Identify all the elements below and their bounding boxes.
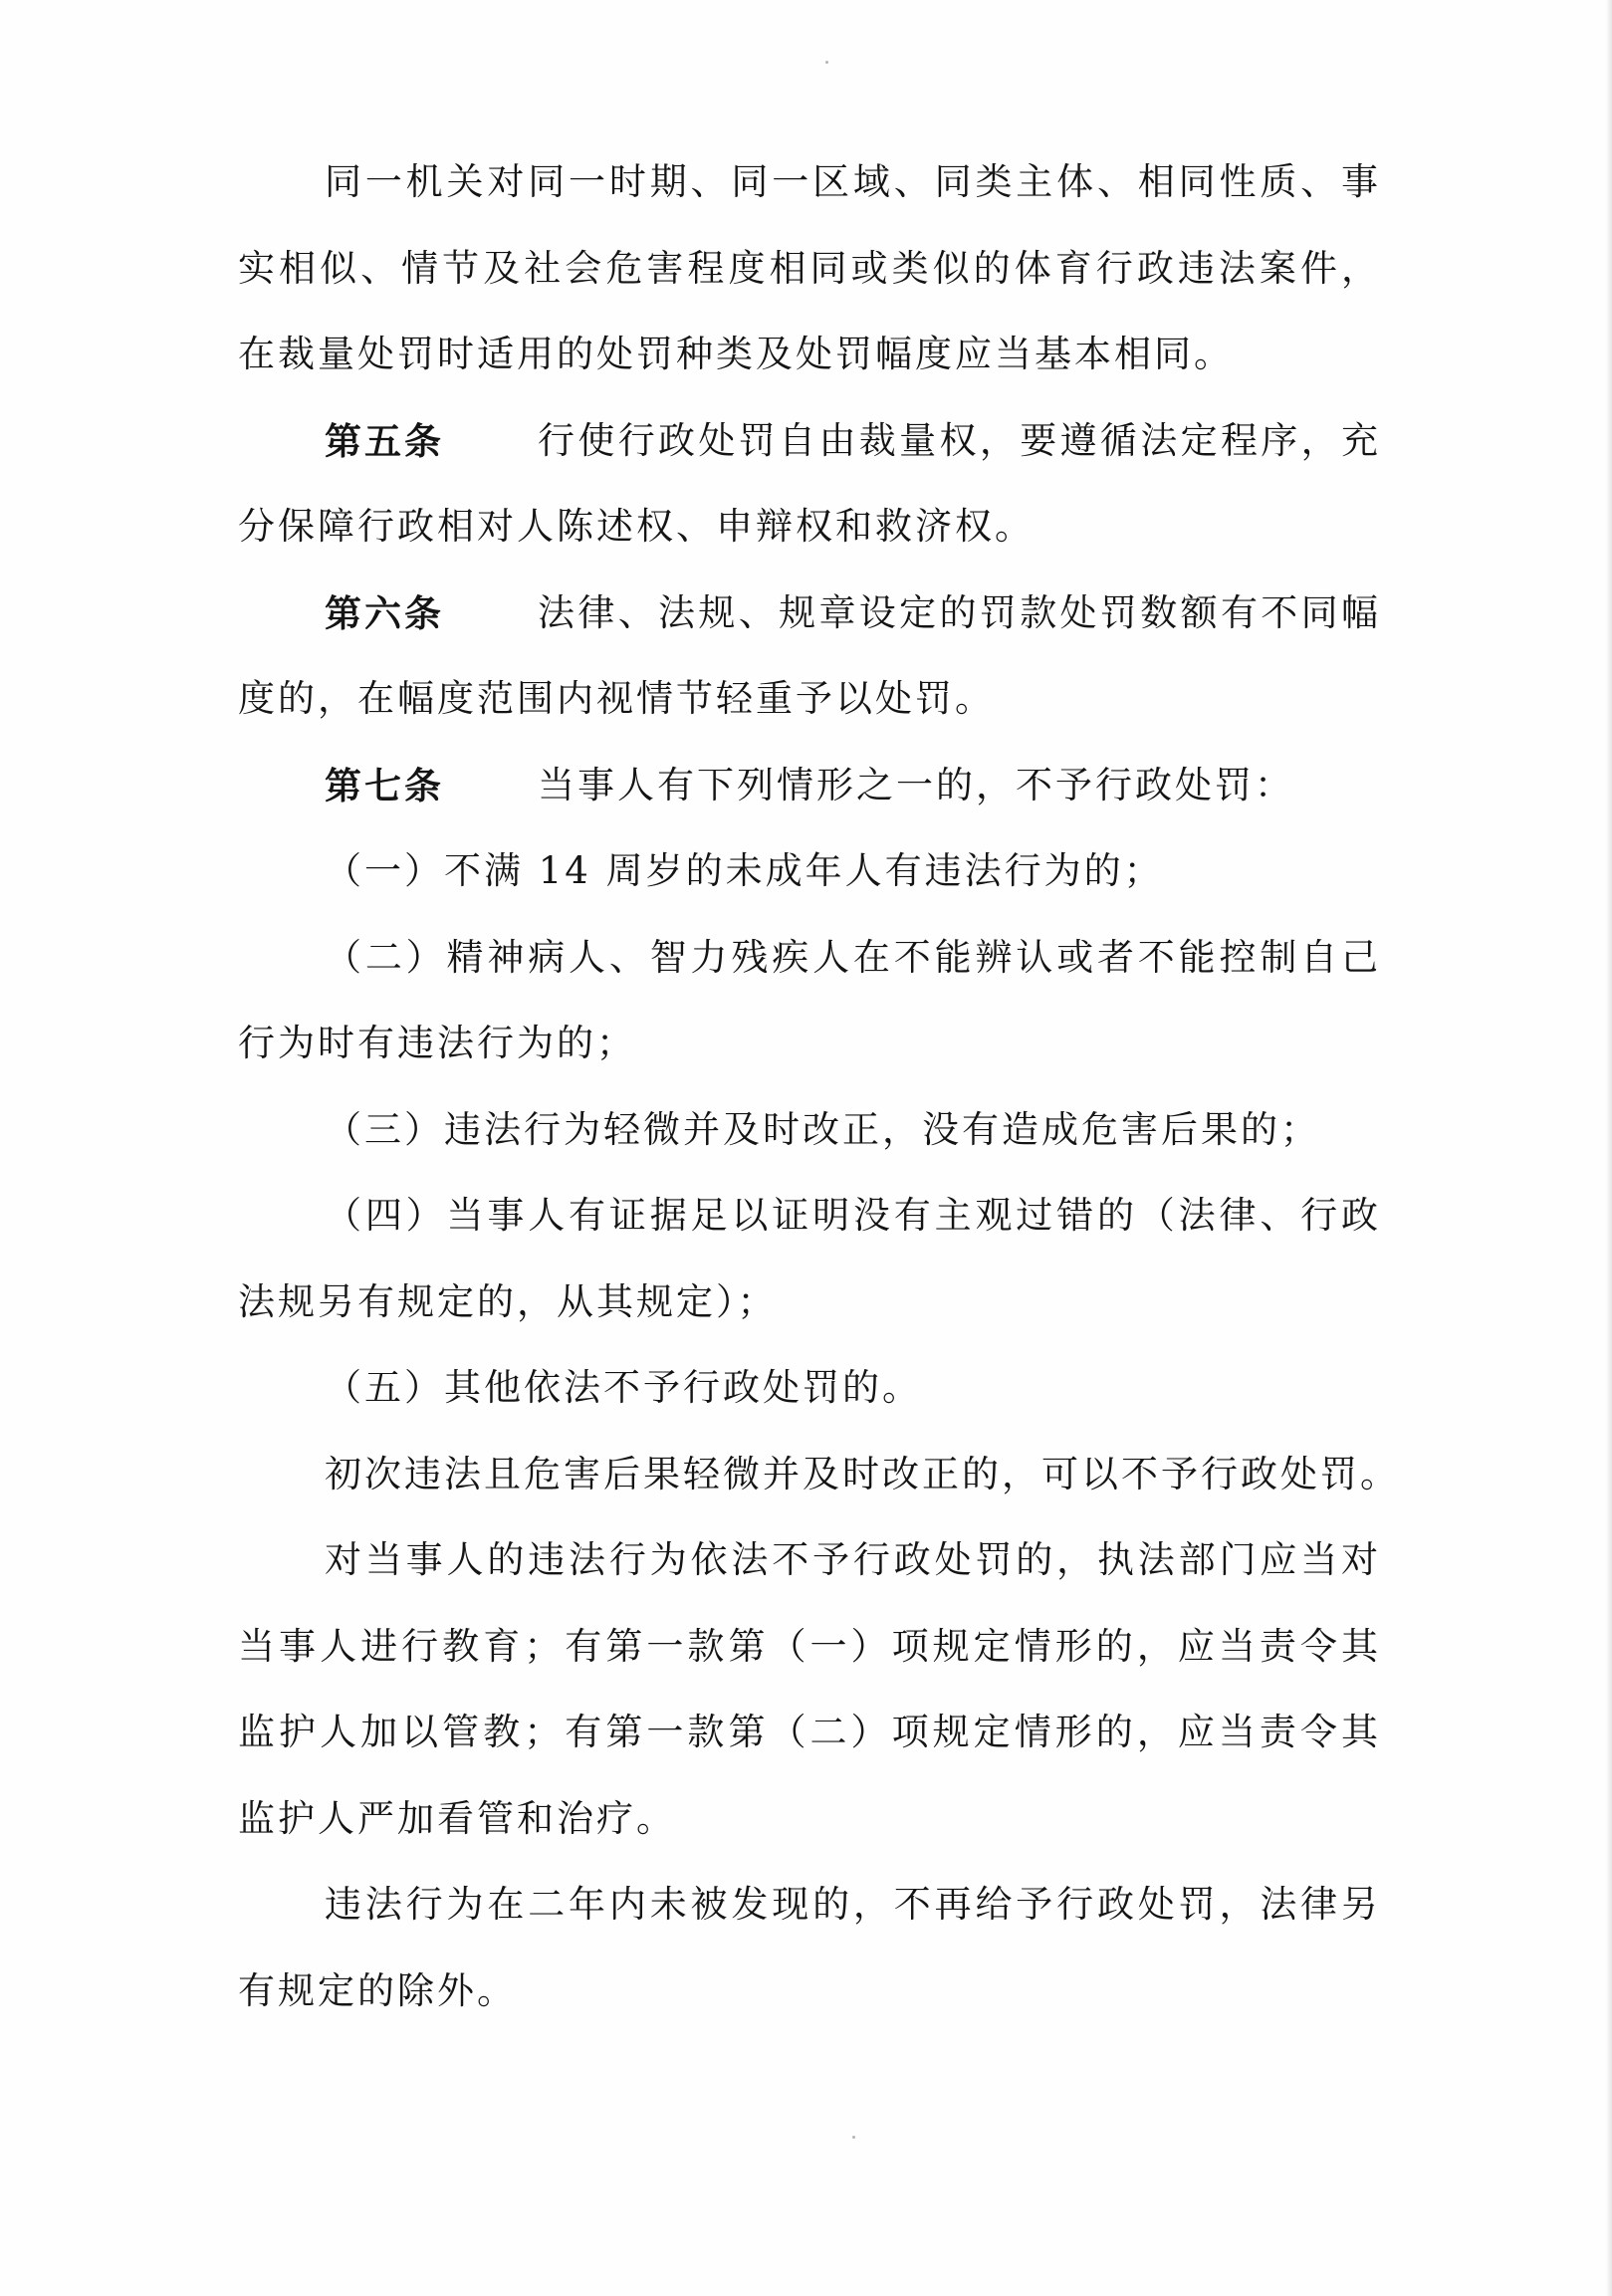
text-line: 监护人加以管教；有第一款第（二）项规定情形的，应当责令其 [238, 1711, 1381, 1753]
text-line: 法律、法规、规章设定的罚款处罚数额有不同幅 [538, 590, 1381, 634]
article-first-line [238, 743, 1381, 829]
text-line: 行使行政处罚自由裁量权，要遵循法定程序，充 [538, 418, 1381, 462]
article-heading: 第五条 [325, 418, 444, 463]
paragraph [238, 1432, 1400, 1518]
text-line: （三）违法行为轻微并及时改正，没有造成危害后果的； [325, 1107, 1320, 1151]
scan-speck [825, 61, 828, 64]
list-item [238, 1173, 1381, 1345]
article-paragraph [238, 571, 1381, 743]
text-line: （一）不满 14 周岁的未成年人有违法行为的； [325, 849, 1164, 892]
list-item [238, 828, 1381, 915]
text-line: （二）精神病人、智力残疾人在不能辨认或者不能控制自己 [325, 935, 1381, 979]
text-line: 法规另有规定的，从其规定）； [238, 1279, 778, 1323]
document-body [238, 139, 1400, 2034]
paragraph [238, 1517, 1381, 1862]
text-line: 当事人进行教育；有第一款第（一）项规定情形的，应当责令其 [238, 1624, 1381, 1668]
scan-edge-shadow [1606, 0, 1612, 2296]
scan-speck [852, 2136, 855, 2139]
text-line: 对当事人的违法行为依法不予行政处罚的，执法部门应当对 [325, 1538, 1381, 1581]
text-line: 分保障行政相对人陈述权、申辩权和救济权。 [238, 505, 1035, 548]
paragraph [238, 1862, 1381, 2034]
text-line: 同一机关对同一时期、同一区域、同类主体、相同性质、事 [325, 160, 1381, 203]
article-paragraph [238, 743, 1381, 829]
list-item [238, 1087, 1381, 1174]
text-line: 度的，在幅度范围内视情节轻重予以处罚。 [238, 677, 995, 720]
article-first-line [238, 571, 1381, 657]
text-line: 当事人有下列情形之一的，不予行政处罚： [538, 763, 1294, 806]
text-line: 实相似、情节及社会危害程度相同或类似的体育行政违法案件， [238, 246, 1381, 290]
article-heading: 第七条 [325, 763, 444, 807]
text-line: 有规定的除外。 [238, 1968, 517, 2012]
text-line: （四）当事人有证据足以证明没有主观过错的（法律、行政 [325, 1194, 1381, 1237]
text-line: 违法行为在二年内未被发现的，不再给予行政处罚，法律另 [325, 1883, 1381, 1926]
list-item [238, 915, 1381, 1087]
text-line: 初次违法且危害后果轻微并及时改正的，可以不予行政处罚。 [325, 1452, 1400, 1495]
text-line: 行为时有违法行为的； [238, 1022, 636, 1064]
article-heading: 第六条 [325, 590, 444, 635]
list-item [238, 1345, 1381, 1432]
paragraph [238, 139, 1381, 398]
text-line: （五）其他依法不予行政处罚的。 [325, 1366, 922, 1409]
article-paragraph [238, 398, 1381, 571]
text-line: 监护人严加看管和治疗。 [238, 1796, 676, 1840]
text-line: 在裁量处罚时适用的处罚种类及处罚幅度应当基本相同。 [238, 333, 1234, 375]
article-first-line [238, 398, 1381, 485]
